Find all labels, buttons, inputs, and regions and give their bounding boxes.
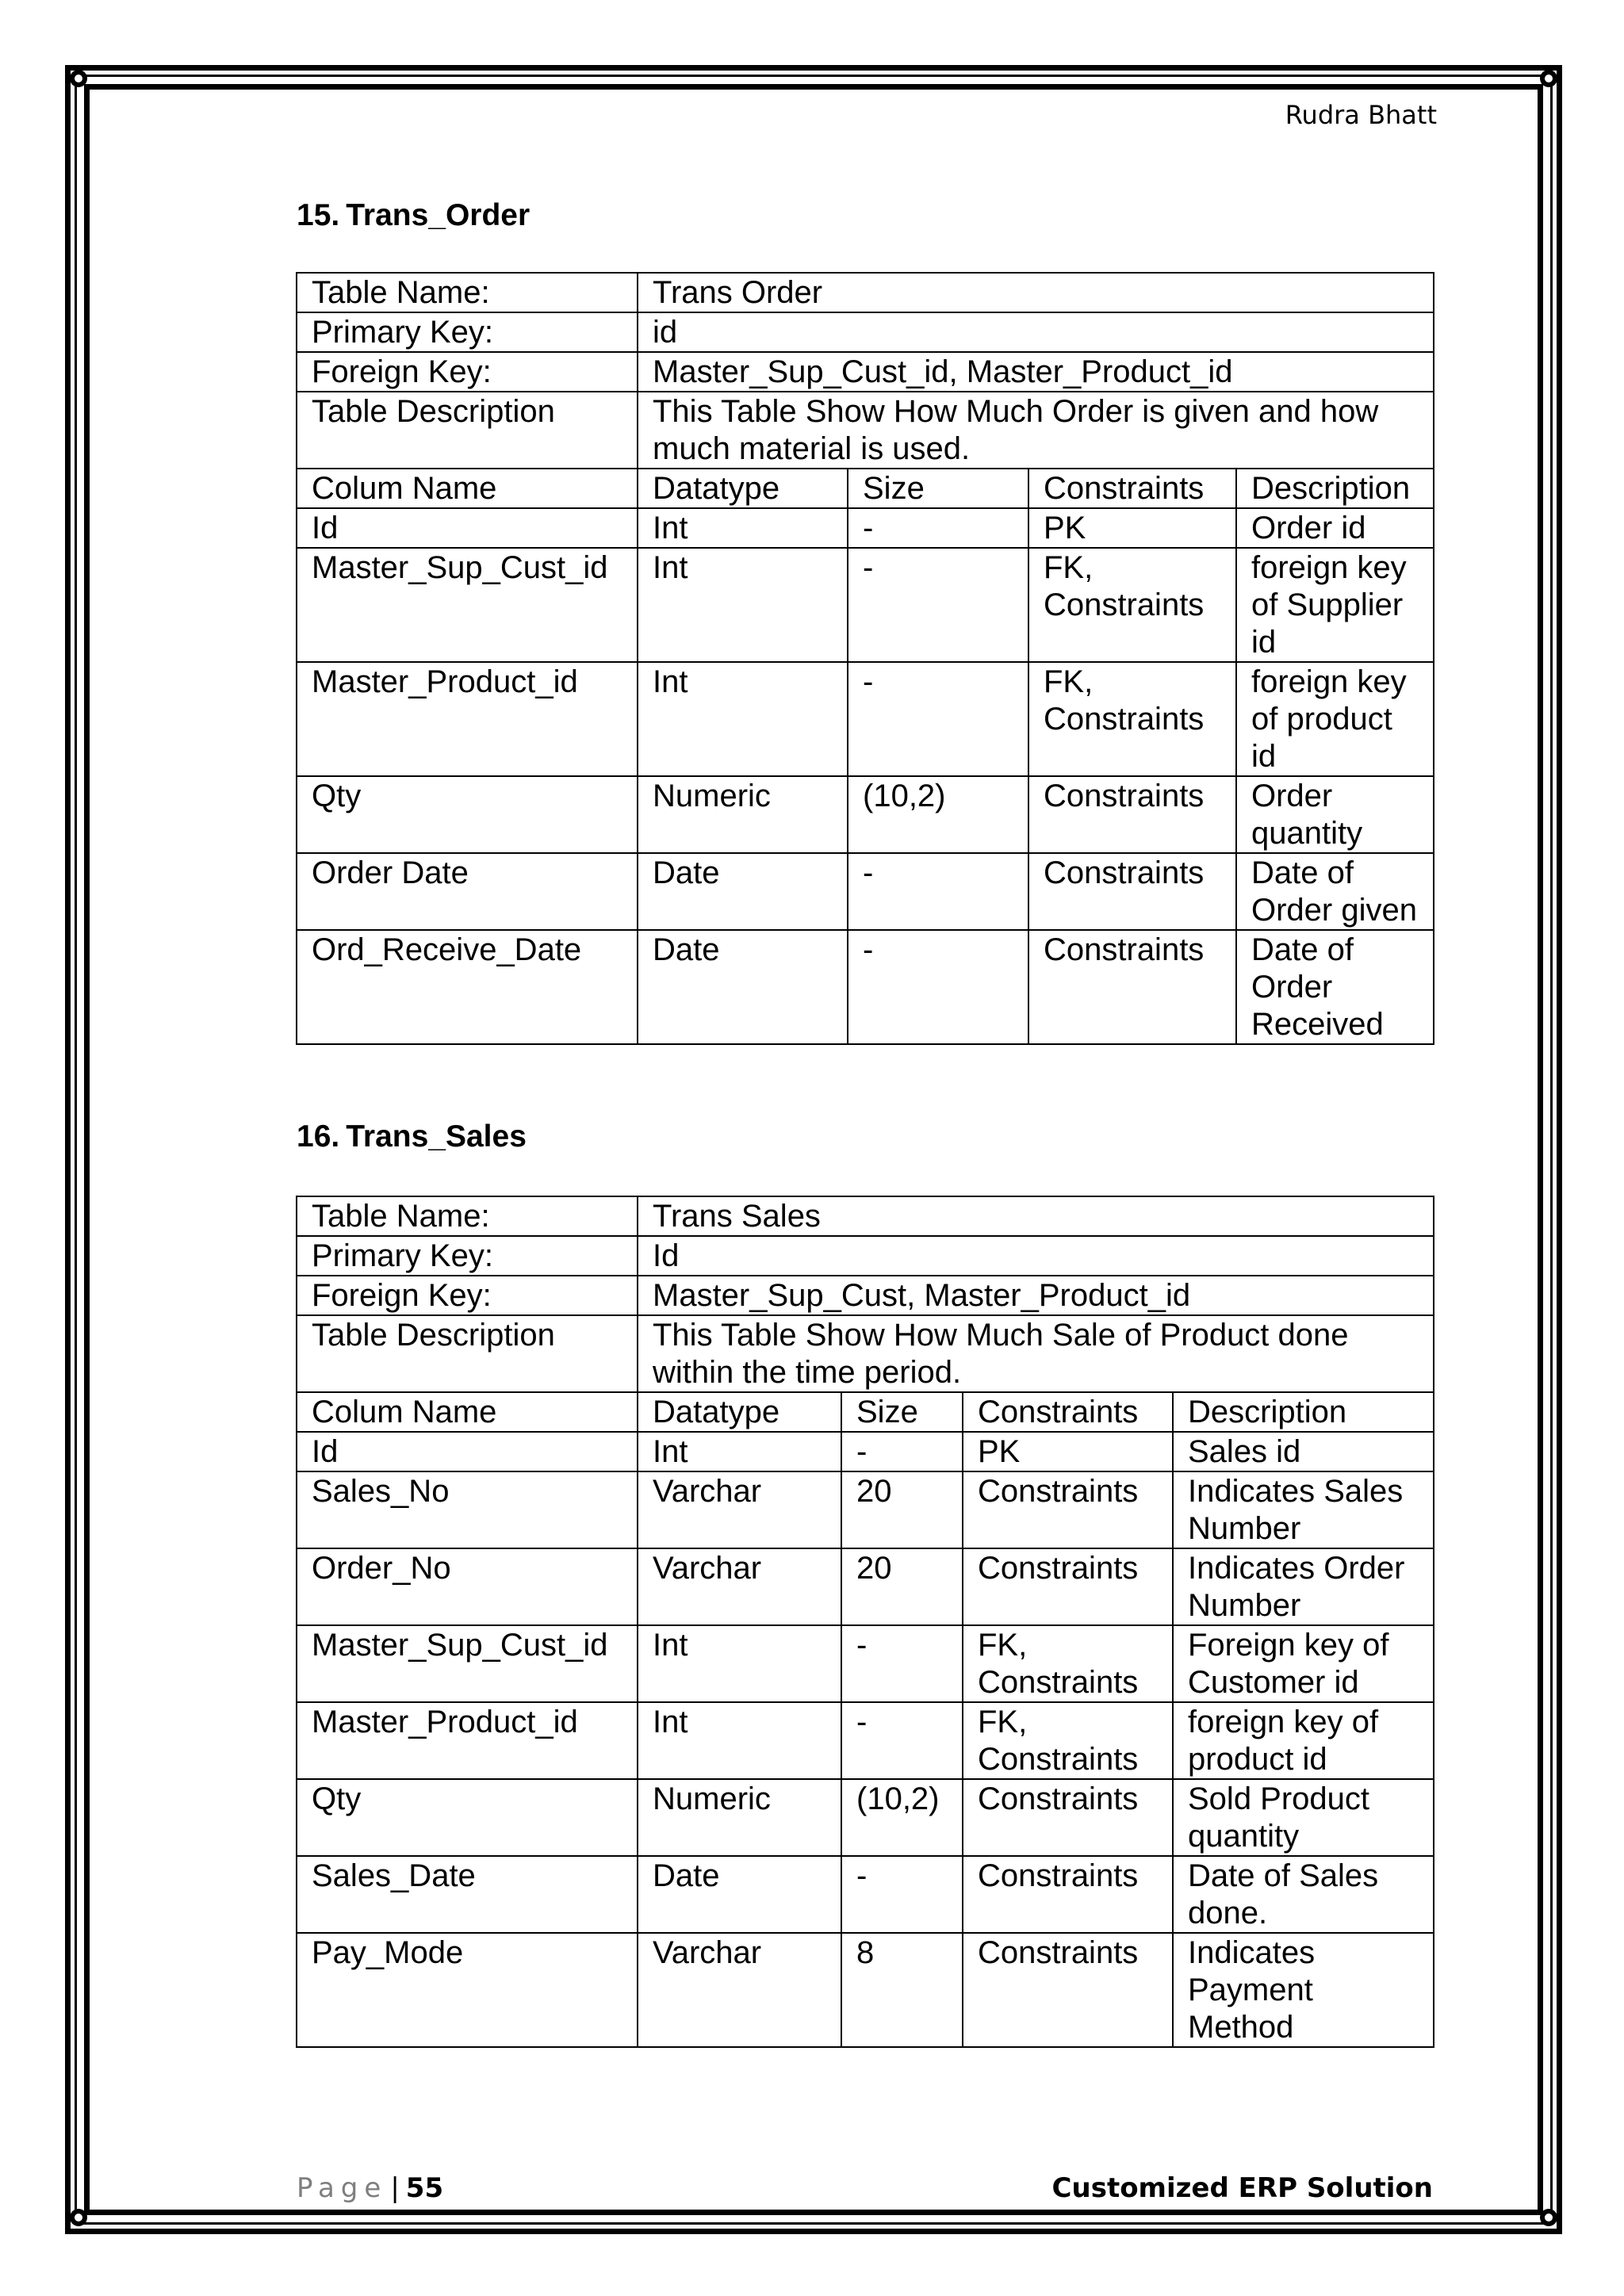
footer-document-title: Customized ERP Solution — [1051, 2172, 1433, 2204]
table-cell: Master_Product_id — [297, 662, 638, 776]
table-cell: Date of Order given — [1236, 853, 1434, 930]
column-header: Description — [1173, 1392, 1434, 1432]
table-cell: - — [848, 662, 1028, 776]
table-row — [297, 548, 1434, 662]
table-cell: Int — [638, 548, 848, 662]
table-cell: Pay_Mode — [297, 1933, 638, 2047]
table-cell: Master_Sup_Cust_id — [297, 548, 638, 662]
column-header: Size — [841, 1392, 963, 1432]
table-cell: - — [848, 508, 1028, 548]
table-cell: Int — [638, 662, 848, 776]
table-cell: Int — [638, 1432, 841, 1471]
meta-label: Table Description — [297, 392, 638, 469]
table-cell: (10,2) — [848, 776, 1028, 853]
table-cell: Ord_Receive_Date — [297, 930, 638, 1044]
table-cell: Constraints — [963, 1471, 1173, 1548]
table-meta-row — [297, 1236, 1434, 1276]
table-cell: Qty — [297, 1779, 638, 1856]
table-cell: Constraints — [963, 1548, 1173, 1625]
table-cell: Int — [638, 1625, 841, 1702]
table-row — [297, 1548, 1434, 1625]
meta-label: Primary Key: — [297, 312, 638, 352]
meta-label: Foreign Key: — [297, 1276, 638, 1315]
table-cell: (10,2) — [841, 1779, 963, 1856]
meta-label: Primary Key: — [297, 1236, 638, 1276]
table-cell: Order Date — [297, 853, 638, 930]
section-number: 15. — [297, 198, 340, 232]
table-cell: PK — [963, 1432, 1173, 1471]
table-cell: Varchar — [638, 1933, 841, 2047]
border-corner-ornament — [1540, 2209, 1557, 2226]
table-meta-row — [297, 352, 1434, 392]
column-header: Datatype — [638, 1392, 841, 1432]
table-cell: PK — [1028, 508, 1236, 548]
column-header: Description — [1236, 469, 1434, 508]
table-meta-row — [297, 273, 1434, 312]
table-row — [297, 1625, 1434, 1702]
table-cell: Order quantity — [1236, 776, 1434, 853]
meta-value: Id — [638, 1236, 1434, 1276]
table-cell: Constraints — [963, 1779, 1173, 1856]
table-meta-row — [297, 1196, 1434, 1236]
column-header: Constraints — [963, 1392, 1173, 1432]
column-header: Datatype — [638, 469, 848, 508]
table-column-header-row — [297, 1392, 1434, 1432]
table-row — [297, 776, 1434, 853]
table-cell: FK, Constraints — [1028, 548, 1236, 662]
meta-value: Trans Sales — [638, 1196, 1434, 1236]
table-row — [297, 508, 1434, 548]
table-cell: Qty — [297, 776, 638, 853]
table-cell: Date — [638, 1856, 841, 1933]
footer-page-label — [297, 2172, 443, 2204]
page-number: 55 — [405, 2172, 444, 2204]
table-cell: Foreign key of Customer id — [1173, 1625, 1434, 1702]
table-cell: Sold Product quantity — [1173, 1779, 1434, 1856]
table-row — [297, 1933, 1434, 2047]
table-cell: Constraints — [963, 1856, 1173, 1933]
table-cell: Date — [638, 853, 848, 930]
table-cell: Sales_No — [297, 1471, 638, 1548]
table-cell: 20 — [841, 1471, 963, 1548]
page-label: Page — [297, 2172, 388, 2204]
table-row — [297, 930, 1434, 1044]
table-column-header-row — [297, 469, 1434, 508]
table-cell: Constraints — [963, 1933, 1173, 2047]
table-cell: Id — [297, 508, 638, 548]
table-spec-trans-sales — [296, 1196, 1434, 2048]
table-cell: Id — [297, 1432, 638, 1471]
meta-label: Table Name: — [297, 273, 638, 312]
table-cell: Varchar — [638, 1471, 841, 1548]
meta-value: This Table Show How Much Sale of Product done within the time period. — [638, 1315, 1434, 1392]
table-row — [297, 662, 1434, 776]
page-separator: | — [390, 2172, 400, 2204]
section-heading — [297, 1119, 527, 1154]
table-cell: - — [841, 1625, 963, 1702]
section-title: Trans_Sales — [346, 1119, 527, 1154]
table-cell: Int — [638, 1702, 841, 1779]
meta-value: Master_Sup_Cust_id, Master_Product_id — [638, 352, 1434, 392]
table-cell: foreign key of Supplier id — [1236, 548, 1434, 662]
table-cell: Sales_Date — [297, 1856, 638, 1933]
column-header: Size — [848, 469, 1028, 508]
table-cell: Numeric — [638, 776, 848, 853]
table-cell: FK, Constraints — [963, 1625, 1173, 1702]
column-header: Colum Name — [297, 469, 638, 508]
table-cell: Int — [638, 508, 848, 548]
table-cell: Date — [638, 930, 848, 1044]
table-cell: - — [841, 1432, 963, 1471]
table-cell: Master_Product_id — [297, 1702, 638, 1779]
header-author: Rudra Bhatt — [1285, 100, 1437, 130]
table-cell: foreign key of product id — [1173, 1702, 1434, 1779]
table-cell: 8 — [841, 1933, 963, 2047]
meta-label: Table Name: — [297, 1196, 638, 1236]
column-header: Constraints — [1028, 469, 1236, 508]
table-cell: - — [841, 1702, 963, 1779]
section-number: 16. — [297, 1119, 340, 1154]
meta-value: Master_Sup_Cust, Master_Product_id — [638, 1276, 1434, 1315]
table-meta-row — [297, 1315, 1434, 1392]
table-meta-row — [297, 1276, 1434, 1315]
table-cell: Order_No — [297, 1548, 638, 1625]
table-cell: Indicates Order Number — [1173, 1548, 1434, 1625]
table-cell: FK, Constraints — [1028, 662, 1236, 776]
table-cell: - — [848, 930, 1028, 1044]
meta-label: Table Description — [297, 1315, 638, 1392]
table-cell: Master_Sup_Cust_id — [297, 1625, 638, 1702]
table-body — [297, 1196, 1434, 2047]
table-cell: Constraints — [1028, 776, 1236, 853]
table-cell: Order id — [1236, 508, 1434, 548]
table-row — [297, 1856, 1434, 1933]
table-cell: Varchar — [638, 1548, 841, 1625]
table-cell: Constraints — [1028, 853, 1236, 930]
table-cell: Sales id — [1173, 1432, 1434, 1471]
section-heading — [297, 198, 530, 233]
border-corner-ornament — [70, 2209, 87, 2226]
table-cell: Numeric — [638, 1779, 841, 1856]
meta-value: Trans Order — [638, 273, 1434, 312]
table-row — [297, 1432, 1434, 1471]
table-row — [297, 1702, 1434, 1779]
table-row — [297, 1779, 1434, 1856]
table-cell: Indicates Payment Method — [1173, 1933, 1434, 2047]
table-cell: FK, Constraints — [963, 1702, 1173, 1779]
table-meta-row — [297, 312, 1434, 352]
table-meta-row — [297, 392, 1434, 469]
table-cell: foreign key of product id — [1236, 662, 1434, 776]
table-row — [297, 853, 1434, 930]
column-header: Colum Name — [297, 1392, 638, 1432]
table-body — [297, 273, 1434, 1044]
table-cell: - — [848, 548, 1028, 662]
table-cell: 20 — [841, 1548, 963, 1625]
border-corner-ornament — [70, 70, 87, 87]
table-cell: - — [841, 1856, 963, 1933]
table-cell: - — [848, 853, 1028, 930]
table-cell: Date of Order Received — [1236, 930, 1434, 1044]
table-cell: Constraints — [1028, 930, 1236, 1044]
table-cell: Date of Sales done. — [1173, 1856, 1434, 1933]
meta-label: Foreign Key: — [297, 352, 638, 392]
table-cell: Indicates Sales Number — [1173, 1471, 1434, 1548]
meta-value: This Table Show How Much Order is given and how much material is used. — [638, 392, 1434, 469]
table-spec-trans-order — [296, 272, 1434, 1045]
border-corner-ornament — [1540, 70, 1557, 87]
section-title: Trans_Order — [346, 198, 530, 232]
meta-value: id — [638, 312, 1434, 352]
table-row — [297, 1471, 1434, 1548]
